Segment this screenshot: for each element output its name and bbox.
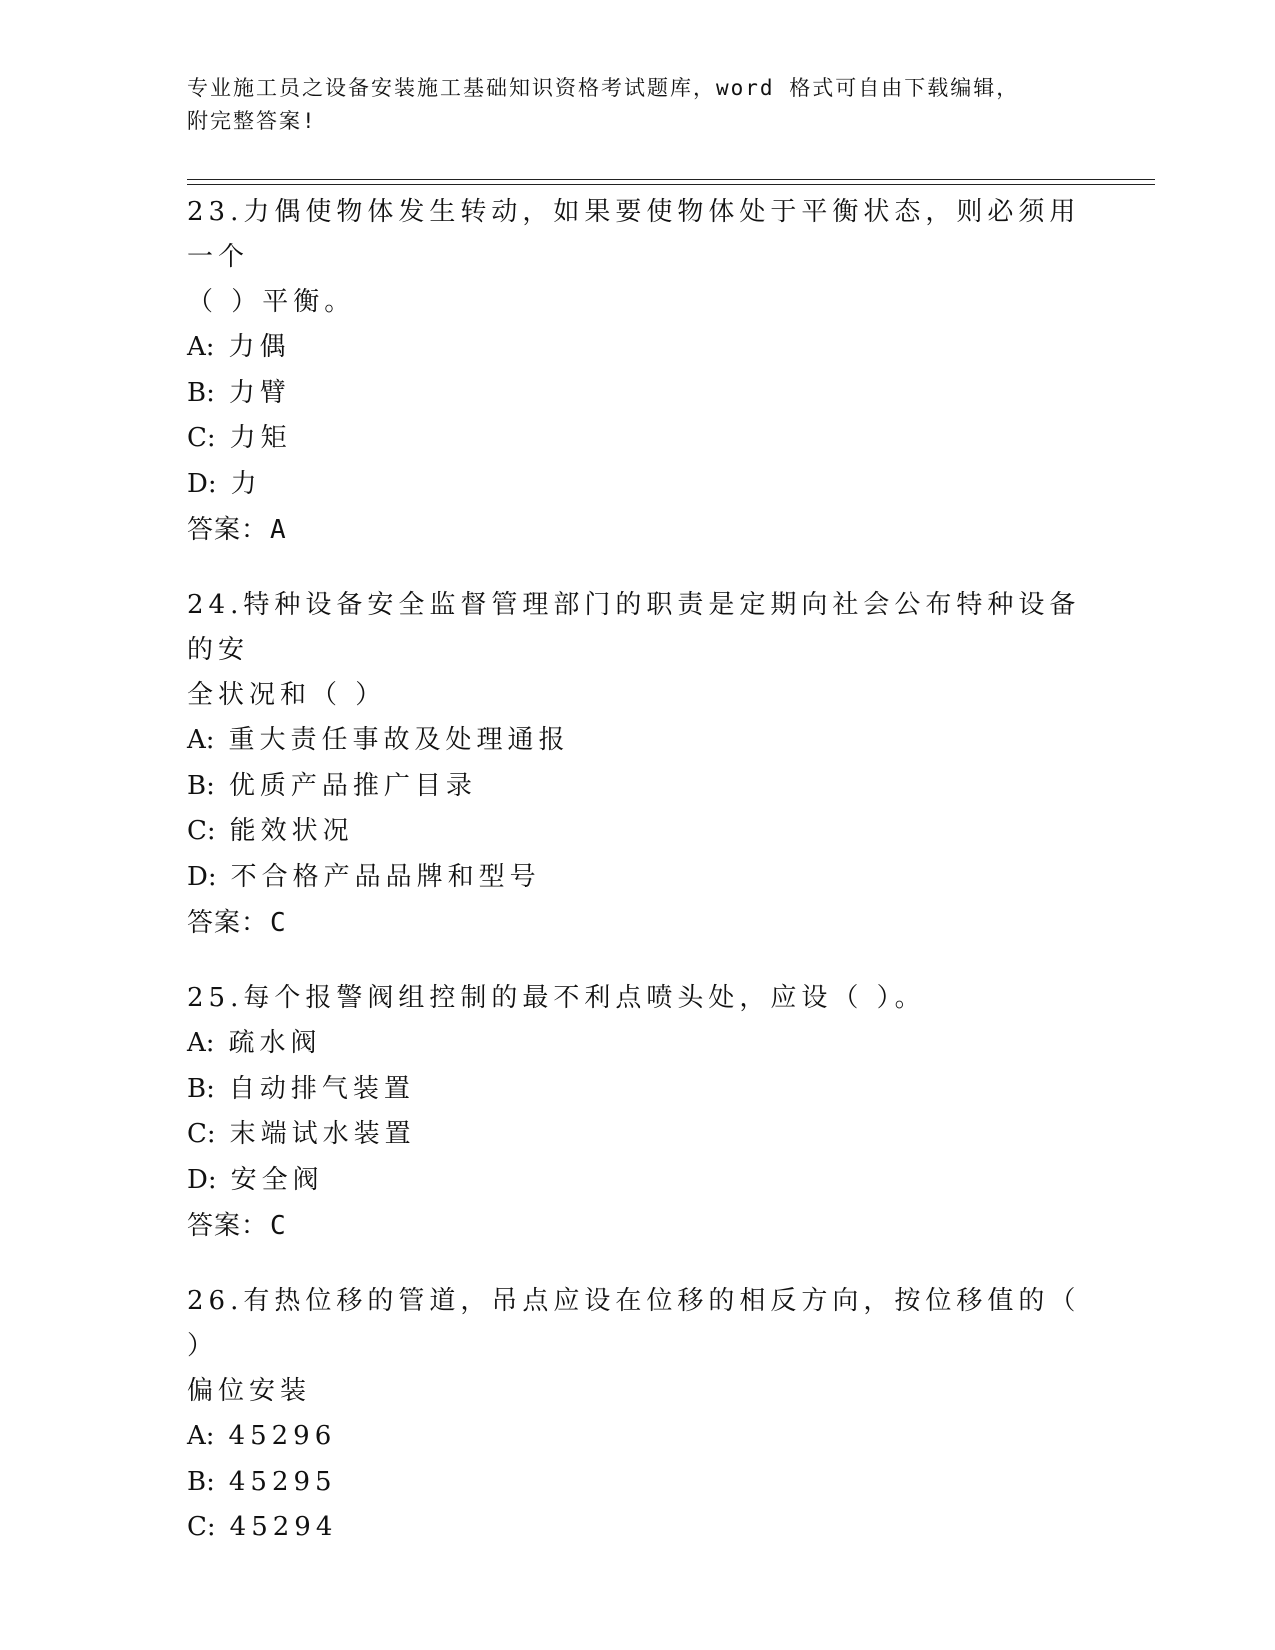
option-letter: A <box>187 725 206 755</box>
answer-value: C <box>270 1211 287 1241</box>
question-stem-line: 全状况和（ ） <box>187 680 387 710</box>
answer-key <box>187 900 1087 946</box>
question-item <box>187 583 1087 946</box>
question-stem-line: （ ）平衡。 <box>187 287 356 317</box>
question-stem-line: 25.每个报警阀组控制的最不利点喷头处，应设（ ）。 <box>187 983 926 1013</box>
option-separator: : <box>206 770 215 801</box>
option-letter: C <box>187 1119 207 1149</box>
document-header <box>187 72 1087 138</box>
option-separator: : <box>206 423 216 453</box>
option-letter: D <box>187 468 208 499</box>
option-letter: C <box>187 1512 207 1542</box>
answer-option <box>187 325 1087 371</box>
option-text: 疏水阀 <box>228 1028 322 1058</box>
question-item <box>187 1279 1087 1551</box>
answer-label: 答案： <box>187 1211 269 1241</box>
option-letter: C <box>187 423 207 453</box>
option-letter: C <box>187 816 207 846</box>
option-text: 末端试水装置 <box>229 1119 416 1149</box>
option-text: 优质产品推广目录 <box>228 770 477 801</box>
option-text: 力矩 <box>229 423 292 453</box>
option-text: 45296 <box>228 1421 337 1451</box>
header-line-1: 专业施工员之设备安装施工基础知识资格考试题库，word 格式可自由下载编辑， <box>187 76 1020 100</box>
option-letter: B <box>187 377 207 408</box>
question-item <box>187 976 1087 1249</box>
answer-option <box>187 1112 1087 1158</box>
question-stem-line: 26.有热位移的管道，吊点应设在位移的相反方向，按位移值的（ ） <box>187 1286 1081 1361</box>
option-separator: : <box>205 1028 215 1058</box>
answer-option <box>187 1460 1087 1506</box>
option-separator: : <box>206 1073 215 1104</box>
answer-option <box>187 764 1087 810</box>
question-stem-line: 偏位安装 <box>187 1376 312 1406</box>
option-separator: : <box>205 1421 215 1451</box>
answer-key <box>187 1203 1087 1249</box>
question-stem-line: 24.特种设备安全监督管理部门的职责是定期向社会公布特种设备的安 <box>187 590 1081 665</box>
option-text: 安全阀 <box>230 1164 324 1195</box>
option-separator: : <box>207 1164 217 1195</box>
question-list <box>187 190 1087 1581</box>
answer-option <box>187 1067 1087 1113</box>
option-separator: : <box>206 377 215 408</box>
header-divider-top <box>187 179 1155 180</box>
option-text: 45294 <box>229 1512 338 1542</box>
option-letter: A <box>187 1421 206 1451</box>
answer-key <box>187 507 1087 553</box>
option-letter: A <box>187 1028 206 1058</box>
answer-option <box>187 1414 1087 1460</box>
question-item <box>187 190 1087 553</box>
option-letter: B <box>187 1073 207 1104</box>
answer-value: A <box>270 515 287 545</box>
option-separator: : <box>206 1512 216 1542</box>
answer-option <box>187 1505 1087 1551</box>
option-separator: : <box>207 468 217 499</box>
option-text: 力偶 <box>228 332 291 362</box>
option-text: 45295 <box>228 1466 337 1497</box>
option-text: 力臂 <box>228 377 291 408</box>
answer-option <box>187 1021 1087 1067</box>
option-text: 能效状况 <box>229 816 354 846</box>
answer-option <box>187 462 1087 508</box>
option-separator: : <box>205 725 215 755</box>
option-letter: A <box>187 332 206 362</box>
answer-option <box>187 1158 1087 1204</box>
answer-option <box>187 809 1087 855</box>
answer-label: 答案： <box>187 908 269 938</box>
header-divider-bottom <box>187 184 1155 185</box>
option-text: 自动排气装置 <box>228 1073 415 1104</box>
option-letter: B <box>187 1466 207 1497</box>
answer-option <box>187 718 1087 764</box>
option-separator: : <box>206 816 216 846</box>
option-text: 力 <box>230 468 262 499</box>
option-separator: : <box>206 1466 215 1497</box>
option-letter: D <box>187 1164 208 1195</box>
option-text: 重大责任事故及处理通报 <box>228 725 570 755</box>
option-letter: B <box>187 770 207 801</box>
answer-value: C <box>270 908 287 938</box>
option-letter: D <box>187 861 208 892</box>
answer-label: 答案： <box>187 515 269 545</box>
option-separator: : <box>206 1119 216 1149</box>
header-line-2: 附完整答案! <box>187 109 317 133</box>
option-separator: : <box>207 861 217 892</box>
answer-option <box>187 371 1087 417</box>
answer-option <box>187 416 1087 462</box>
option-separator: : <box>205 332 215 362</box>
answer-option <box>187 855 1087 901</box>
option-text: 不合格产品品牌和型号 <box>230 861 541 892</box>
question-stem-line: 23.力偶使物体发生转动，如果要使物体处于平衡状态，则必须用一个 <box>187 197 1081 272</box>
